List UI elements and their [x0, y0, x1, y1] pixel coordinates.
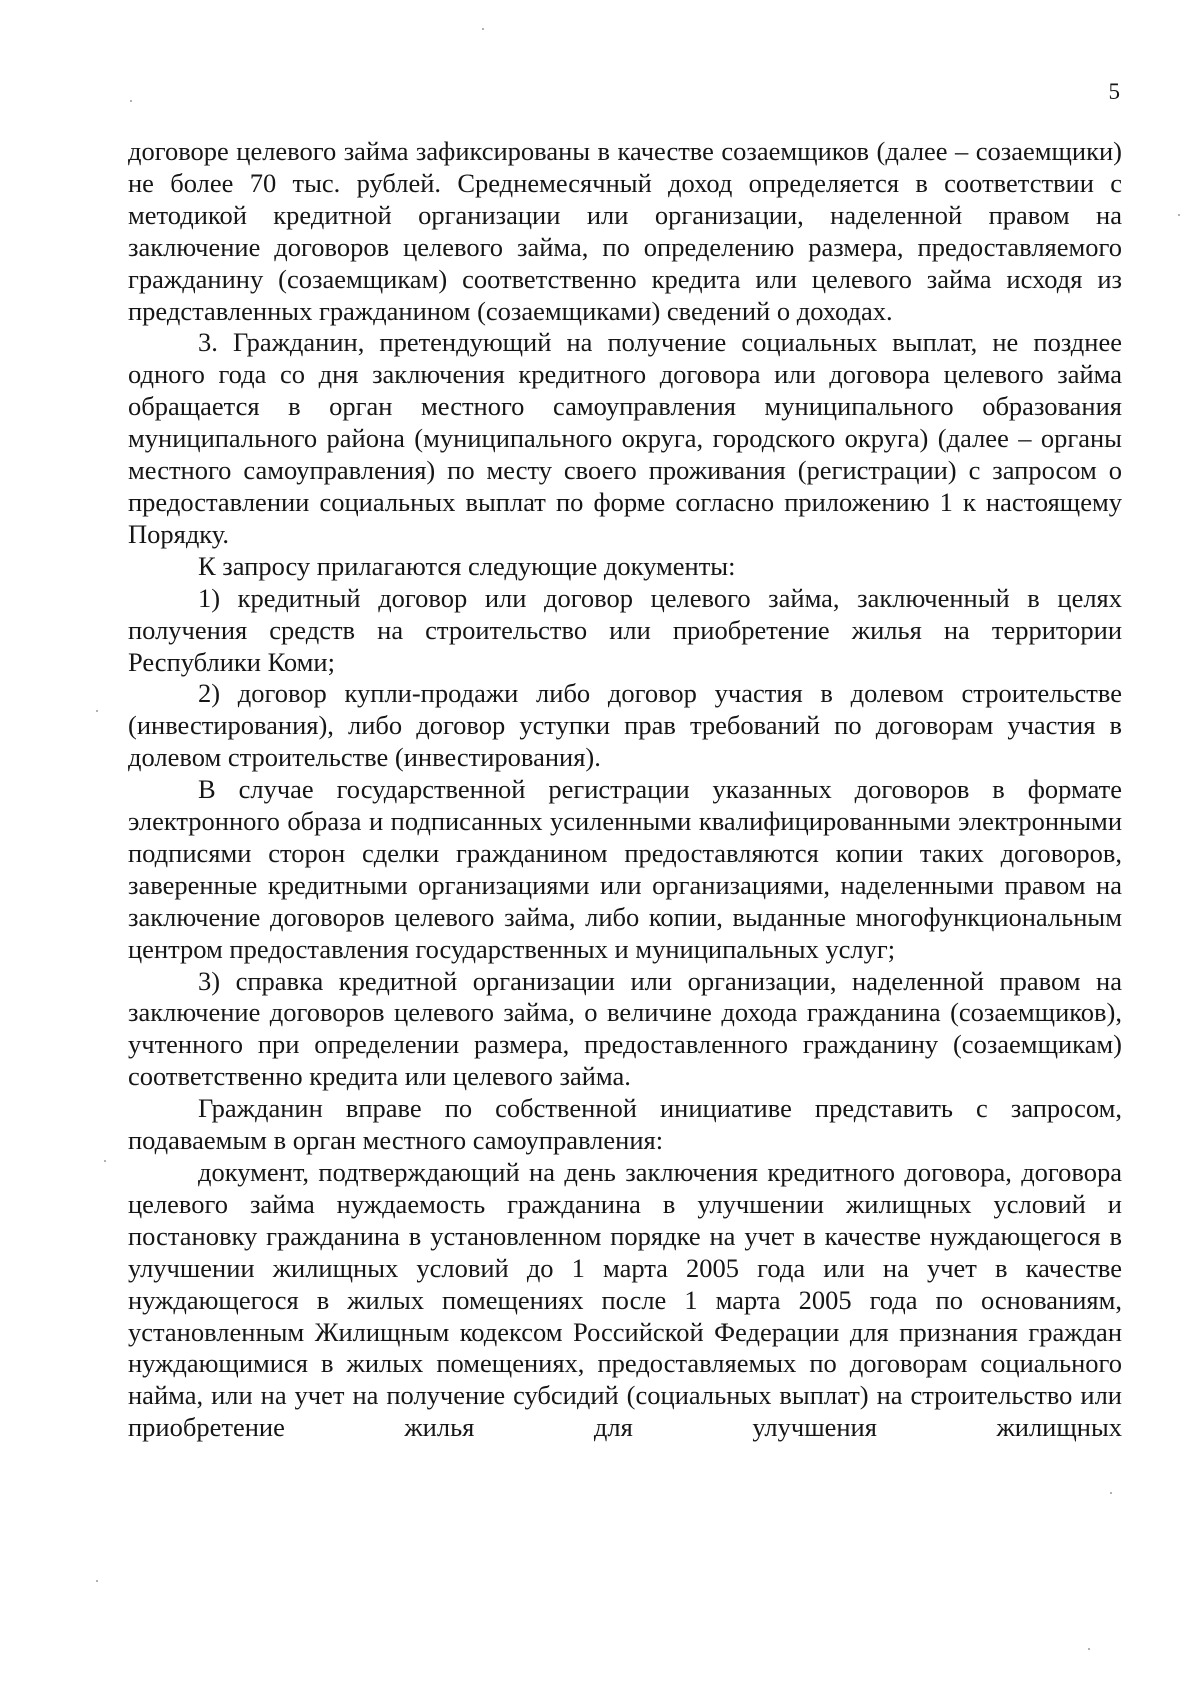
scan-speck: [96, 1580, 98, 1582]
scan-speck: [96, 710, 98, 712]
paragraph-electronic-registration: В случае государственной регистрации указанных договоров в формате электронного образа и подписанных усиленными квалифицированными электронными подписями сторон сделки гражданином предоставляются копии таких договоров, заверенные кредитными организациями или организациями, наделенными правом на заключение договоров целевого займа, либо копии, выданные многофункциональным центром предоставления государственных и муниципальных услуг;: [128, 774, 1122, 964]
document-body: [128, 136, 1122, 1444]
scan-speck: [482, 28, 484, 30]
paragraph-income-continuation: договоре целевого займа зафиксированы в качестве созаемщиков (далее – созаемщики) не более 70 тыс. рублей. Среднемесячный доход определяется в соответствии с методикой кредитной организации или организации, наделенной правом на заключение договоров целевого займа, по определению размера, предоставляемого гражданину (созаемщикам) соответственно кредита или целевого займа исходя из представленных гражданином (созаемщиками) сведений о доходах.: [128, 136, 1122, 326]
paragraph-doc-3-income-certificate: 3) справка кредитной организации или организации, наделенной правом на заключение договоров целевого займа, о величине дохода гражданина (созаемщиков), учтенного при определении размера, предоставленного гражданину (созаемщикам) соответственно кредита или целевого займа.: [128, 965, 1122, 1092]
paragraph-doc-1-loan-agreement: 1) кредитный договор или договор целевого займа, заключенный в целях получения средств на строительство или приобретение жилья на территории Республики Коми;: [128, 582, 1122, 677]
paragraph-item-3-request: 3. Гражданин, претендующий на получение социальных выплат, не позднее одного года со дня заключения кредитного договора или договора целевого займа обращается в орган местного самоуправления муниципального образования муниципального района (муниципального округа, городского округа) (далее – органы местного самоуправления) по месту своего проживания (регистрации) с запросом о предоставлении социальных выплат по форме согласно приложению 1 к настоящему Порядку.: [128, 327, 1122, 549]
scan-speck: [104, 1160, 106, 1162]
paragraph-doc-2-purchase-agreement: 2) договор купли-продажи либо договор участия в долевом строительстве (инвестирования), либо договор уступки прав требований по договорам участия в долевом строительстве (инвестирования).: [128, 678, 1122, 773]
paragraph-housing-need-document: документ, подтверждающий на день заключения кредитного договора, договора целевого займа нуждаемость гражданина в улучшении жилищных условий и постановку гражданина в установленном порядке на учет в качестве нуждающегося в улучшении жилищных условий до 1 марта 2005 года или на учет в качестве нуждающегося в жилых помещениях после 1 марта 2005 года по основаниям, установленным Жилищным кодексом Российской Федерации для признания граждан нуждающимися в жилых помещениях, предоставляемых по договорам социального найма, или на учет на получение субсидий (социальных выплат) на строительство или приобретение жилья для улучшения жилищных: [128, 1157, 1122, 1443]
scan-speck: [1110, 1492, 1112, 1494]
scan-speck: [1178, 214, 1180, 216]
paragraph-optional-documents-intro: Гражданин вправе по собственной инициативе представить с запросом, подаваемым в орган местного самоуправления:: [128, 1093, 1122, 1156]
scan-speck: [1088, 1648, 1090, 1650]
scan-speck: [130, 100, 132, 102]
paragraph-attached-documents-intro: К запросу прилагаются следующие документы:: [198, 550, 736, 581]
page-number: 5: [1108, 79, 1120, 104]
